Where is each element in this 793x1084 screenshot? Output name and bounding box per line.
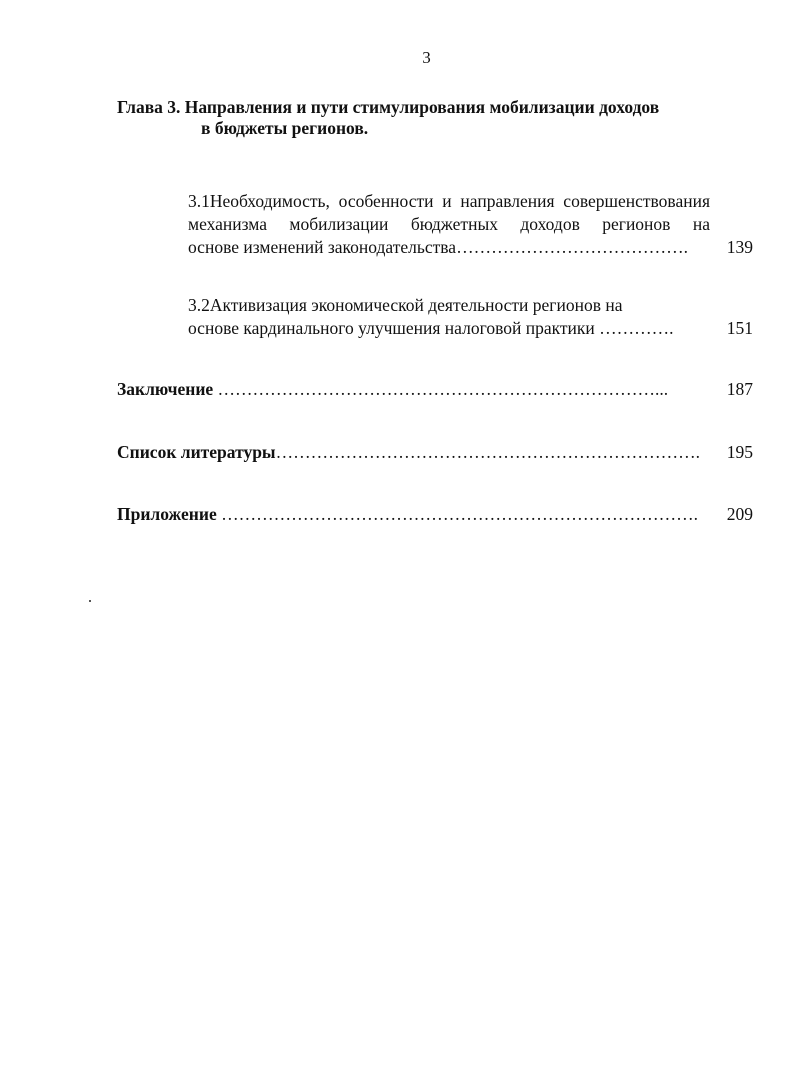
toc-entry-3-1[interactable]	[188, 190, 710, 259]
toc-dot-leader: ………….	[594, 318, 674, 338]
toc-dot-leader: ………………………………….	[456, 237, 688, 257]
toc-entry-3-2[interactable]	[188, 294, 710, 340]
toc-entry-3-1-line2: механизма мобилизации бюджетных доходов регионов на	[188, 214, 710, 234]
toc-entry-conclusion[interactable]	[117, 378, 711, 401]
toc-page-ref-appendix: 209	[726, 504, 753, 524]
toc-entry-3-1-text: основе изменений законодательства	[188, 237, 457, 257]
toc-page-ref-3-2: 151	[726, 318, 753, 338]
toc-appendix-label: Приложение	[117, 504, 217, 524]
toc-entry-3-1-line1: 3.1Необходимость, особенности и направления совершенствования	[188, 191, 710, 211]
toc-entry-3-1-line3	[188, 236, 710, 259]
toc-entry-appendix[interactable]	[117, 503, 711, 526]
toc-entry-3-2-line1: 3.2Активизация экономической деятельности регионов на	[188, 295, 623, 315]
toc-page-ref-references: 195	[726, 442, 753, 462]
toc-page-ref-conclusion: 187	[726, 379, 753, 399]
toc-dot-leader: ……………………………………………………………………….	[216, 504, 698, 524]
toc-dot-leader: ……………………………………………………………….	[275, 442, 700, 462]
toc-references-label: Список литературы	[117, 442, 276, 462]
scan-speck	[89, 600, 91, 602]
toc-dot-leader: …………………………………………………………………...	[213, 379, 669, 399]
chapter-title-line2: в бюджеты регионов.	[201, 118, 369, 138]
page-number: 3	[422, 48, 431, 67]
toc-page-ref-3-1: 139	[726, 237, 753, 257]
toc-conclusion-label: Заключение	[117, 379, 214, 399]
toc-entry-3-2-line2	[188, 317, 710, 340]
chapter-title-line1: Глава 3. Направления и пути стимулирования мобилизации доходов	[117, 97, 660, 117]
toc-entry-3-2-text: основе кардинального улучшения налоговой практики	[188, 318, 595, 338]
chapter-title	[117, 97, 727, 139]
toc-entry-references[interactable]	[117, 441, 711, 464]
